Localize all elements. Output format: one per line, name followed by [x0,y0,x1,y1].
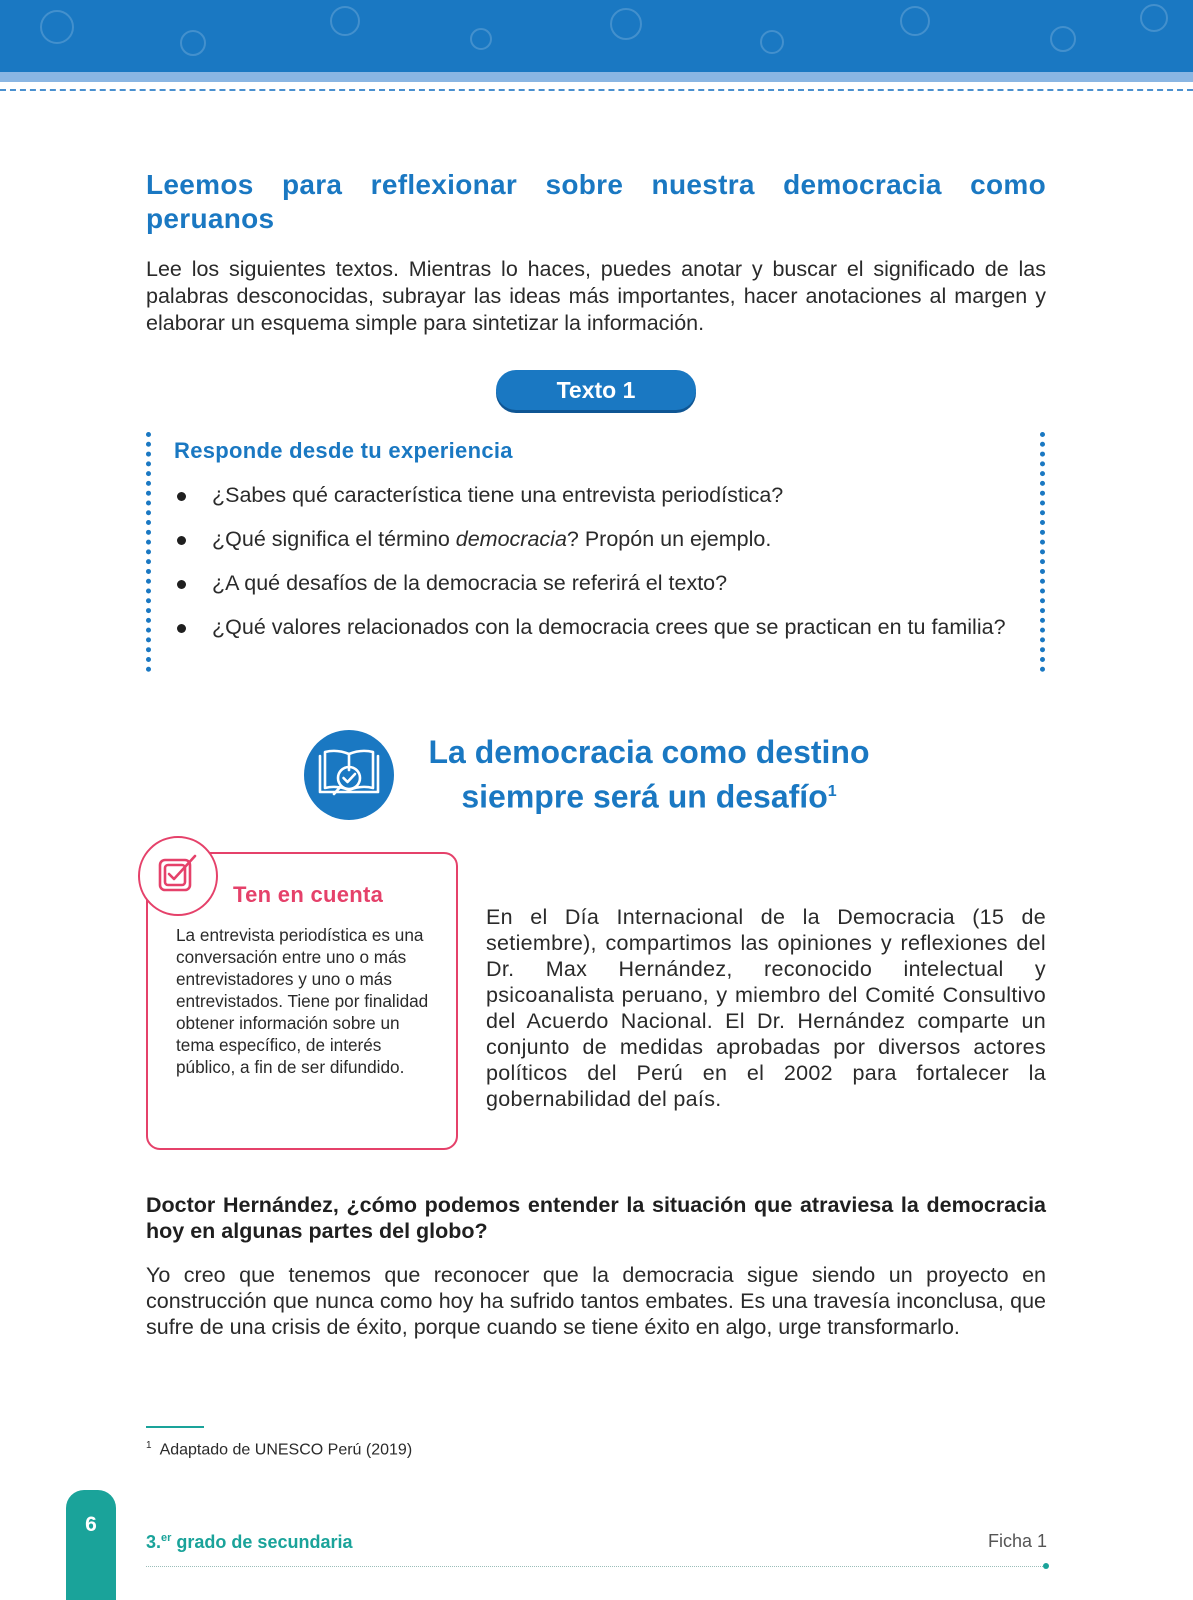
reading-title-line1: La democracia como destino [428,734,870,770]
question-text-before: ¿Qué significa el término [212,527,456,551]
question-text-after: ? Propón un ejemplo. [566,527,772,551]
page-number: 6 [85,1513,97,1536]
reading-title [404,732,894,817]
intro-paragraph: En el Día Internacional de la Democracia (15 de setiembre), compartimos las opiniones y reflexiones del Dr. Max Hernández, reconocido intelectual y psicoanalista peruano, y miembro del Comité Consultivo del Acuerdo Nacional. El Dr. Hernández comparte un conjunto de medidas aprobadas por diversos actores políticos del Perú en el 2002 para fortalecer la gobernabilidad del país. [486,905,1046,1111]
footnote-number: 1 [146,1440,152,1451]
grade-label [146,1532,352,1553]
dotted-border-right [1040,432,1045,672]
bullet-icon [177,492,186,501]
grade-sup: er [161,1532,172,1544]
question-text: ¿A qué desafíos de la democracia se referirá el texto? [212,571,728,595]
bullet-icon [177,580,186,589]
list-item [174,614,1022,641]
footnote [146,1440,412,1459]
texto-label: Texto 1 [496,370,696,410]
footnote-text: Adaptado de UNESCO Perú (2019) [159,1441,413,1459]
grade-suffix: grado de secundaria [171,1532,353,1552]
interview-answer: Yo creo que tenemos que reconocer que la democracia sigue siendo un proyecto en construcción que nunca como hoy ha sufrido tantos embates. Es una travesía inconclusa, que sufre de una crisis de éxito, porque cuando se tiene éxito en algo, urge transformarlo. [146,1263,1046,1339]
page-tab [66,1490,116,1600]
footer-rule [146,1566,1047,1567]
ficha-label: Ficha 1 [987,1531,1047,1551]
header-strip [0,72,1193,82]
dotted-border-left [146,432,151,672]
footnote-mark: 1 [827,783,837,800]
checkbox-icon [138,836,218,916]
grade-prefix: 3. [146,1532,162,1552]
bullet-icon [177,536,186,545]
intro-text: Lee los siguientes textos. Mientras lo haces, puedes anotar y buscar el significado de las palabras desconocidas, subrayar las ideas más importantes, hacer anotaciones al margen y elaborar un esquema simple para sintetizar la información. [146,257,1046,335]
question-text: ¿Qué valores relacionados con la democracia crees que se practican en tu familia? [212,615,1006,639]
header-band [0,0,1193,72]
list-item [174,482,1022,509]
reading-title-line2: siempre será un desafío [461,778,828,815]
bullet-icon [177,624,186,633]
book-magnifier-icon [304,730,394,820]
question-text: ¿Sabes qué característica tiene una entrevista periodística? [212,483,784,507]
section-title: Leemos para reflexionar sobre nuestra democracia como peruanos [146,169,1046,234]
footer-dot [1043,1563,1049,1569]
question-list [174,482,1022,641]
list-item [174,526,1022,553]
footnote-rule [146,1426,204,1428]
responde-title: Responde desde tu experiencia [174,438,513,463]
interview-question: Doctor Hernández, ¿cómo podemos entender la situación que atraviesa la democracia hoy en algunas partes del globo? [146,1193,1046,1243]
question-term: democracia [455,527,567,551]
list-item [174,570,1022,597]
header-divider [0,89,1193,91]
ten-en-cuenta-body: La entrevista periodística es una conversación entre uno o más entrevistadores y uno o más entrevistados. Tiene por finalidad obtener información sobre un tema específico, de interés público, a fin de ser difundido. [176,925,429,1077]
ten-en-cuenta-title: Ten en cuenta [233,882,384,907]
